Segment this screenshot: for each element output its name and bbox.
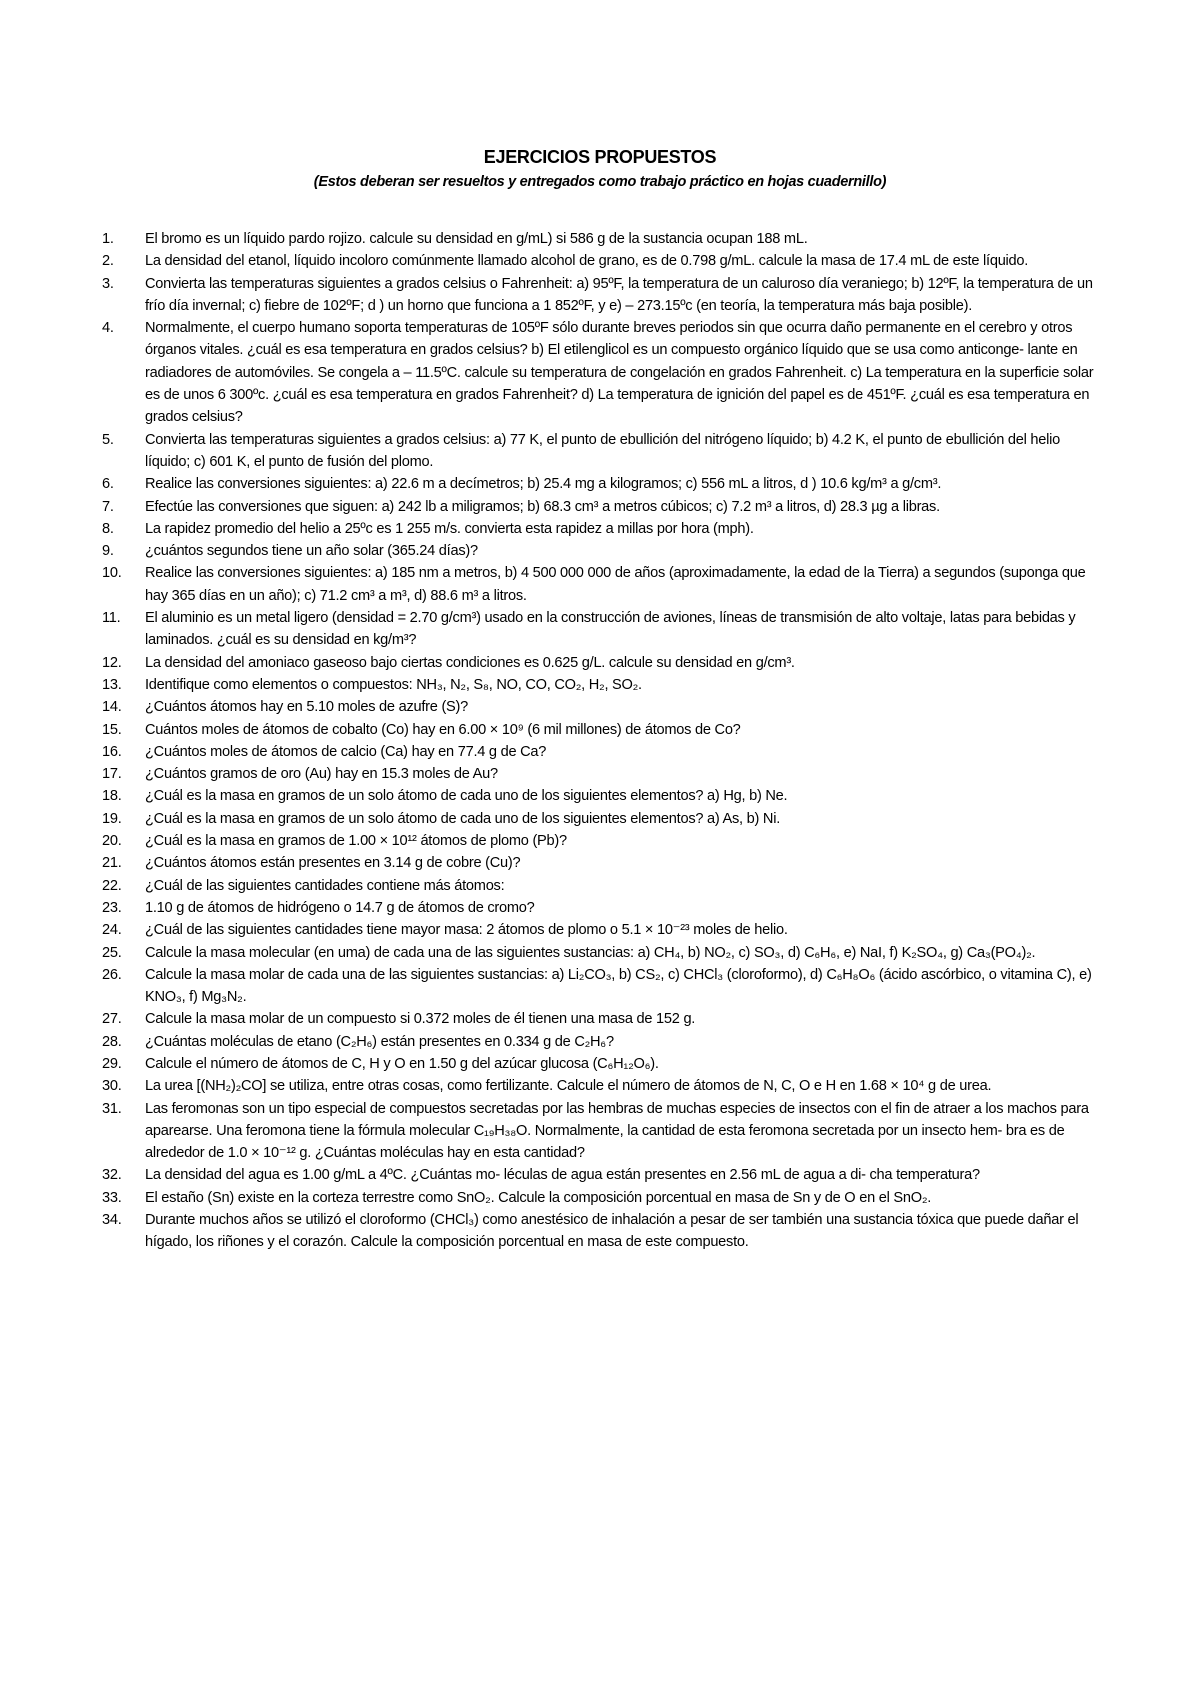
exercise-item [0,852,1200,874]
exercise-item [0,273,1200,318]
exercise-text: El bromo es un líquido pardo rojizo. calcule su densidad en g/mL) si 586 g de la sustancia ocupan 188 mL. [145,231,808,247]
exercise-item [0,964,1200,1009]
exercise-number: 20. [102,833,122,850]
exercise-text: La urea [(NH₂)₂CO] se utiliza, entre otras cosas, como fertilizante. Calcule el número de átomos de N, C, O e H en 1.68 × 10⁴ g de urea. [145,1078,992,1095]
exercise-item [0,674,1200,696]
exercise-number: 28. [102,1033,122,1050]
exercise-text: ¿Cuántos moles de átomos de calcio (Ca) hay en 77.4 g de Ca? [145,743,547,760]
exercise-number: 8. [102,520,114,537]
exercise-item [0,1031,1200,1053]
exercise-text: La rapidez promedio del helio a 25ºc es 1 255 m/s. convierta esta rapidez a millas por hora (mph). [145,520,754,537]
exercise-number: 16. [102,743,122,760]
exercise-text: ¿Cuántos átomos están presentes en 3.14 g de cobre (Cu)? [145,855,521,872]
exercise-text: El aluminio es un metal ligero (densidad = 2.70 g/cm³) usado en la construcción de aviones, líneas de transmisión de alto voltaje, latas para bebidas y laminados. ¿cuál es su densidad en kg/m³? [145,610,1076,649]
exercise-item [0,1053,1200,1075]
exercise-number: 18. [102,788,122,805]
exercise-item [0,719,1200,741]
exercise-text: La densidad del amoniaco gaseoso bajo ciertas condiciones es 0.625 g/L. calcule su densidad en g/cm³. [145,654,795,671]
document-subtitle: (Estos deberan ser resueltos y entregados como trabajo práctico en hojas cuadernillo) [313,174,887,190]
exercise-text: Calcule el número de átomos de C, H y O en 1.50 g del azúcar glucosa (C₆H₁₂O₆). [145,1055,659,1072]
exercise-text: La densidad del etanol, líquido incoloro comúnmente llamado alcohol de grano, es de 0.798 g/mL. calcule la masa de 17.4 mL de este líquido. [145,253,1029,270]
exercise-item [0,1209,1200,1254]
exercise-number: 14. [102,699,122,716]
exercise-item [0,785,1200,807]
exercise-number: 19. [102,810,122,827]
exercise-item [0,250,1200,272]
exercise-item [0,875,1200,897]
exercise-item [0,897,1200,919]
exercise-number: 22. [102,877,122,894]
exercise-text: Convierta las temperaturas siguientes a grados celsius o Fahrenheit: a) 95ºF, la temperatura de un caluroso día veraniego; b) 12ºF, la temperatura de un frío día invernal; c) fiebre de 102ºF; d ) un horno que funciona a 1 852ºF, y e) – 273.15ºc (en teoría, la temperatura más baja posible). [145,275,1093,314]
exercise-number: 32. [102,1167,122,1184]
exercise-number: 21. [102,855,122,872]
exercise-number: 23. [102,899,122,916]
exercise-number: 17. [102,766,122,783]
exercise-number: 15. [102,721,122,738]
exercise-text: ¿Cuál de las siguientes cantidades tiene mayor masa: 2 átomos de plomo o 5.1 × 10⁻²³ moles de helio. [145,922,788,939]
exercise-item [0,830,1200,852]
exercise-text: Convierta las temperaturas siguientes a grados celsius: a) 77 K, el punto de ebullición del nitrógeno líquido; b) 4.2 K, el punto de ebullición del helio líquido; c) 601 K, el punto de fusión del plomo. [145,431,1060,470]
exercise-item [0,540,1200,562]
exercise-number: 30. [102,1078,122,1095]
exercise-number: 34. [102,1212,122,1229]
exercise-item [0,763,1200,785]
exercise-text: Durante muchos años se utilizó el cloroformo (CHCl₃) como anestésico de inhalación a pesar de ser también una sustancia tóxica que puede dañar el hígado, los riñones y el corazón. Calcule la composición porcentual en masa de este compuesto. [145,1212,1079,1251]
exercise-text: ¿cuántos segundos tiene un año solar (365.24 días)? [145,543,478,560]
exercise-number: 6. [102,476,114,493]
exercise-item [0,1098,1200,1165]
exercise-number: 4. [102,320,114,337]
exercise-text: Realice las conversiones siguientes: a) 185 nm a metros, b) 4 500 000 000 de años (aproximadamente, la edad de la Tierra) a segundos (suponga que hay 365 días en un año); c) 71.2 cm³ a m³, d) 88.6 m³ a litros. [145,565,1086,604]
exercise-number: 25. [102,944,122,961]
exercise-number: 3. [102,275,114,292]
exercise-text: Normalmente, el cuerpo humano soporta temperaturas de 105ºF sólo durante breves periodos sin que ocurra daño permanente en el cerebro y otros órganos vitales. ¿cuál es esa temperatura en grados celsius? b) El etilenglicol es un compuesto orgánico líquido que se usa como anticonge- lante en radiadores de automóviles. Se congela a – 11.5ºC. calcule su temperatura de congelación en grados Fahrenheit. c) La temperatura en la superficie solar es de unos 6 300ºc. ¿cuál es esa temperatura en grados Fahrenheit? d) La temperatura de ignición del papel es de 451ºF. ¿cuál es esa temperatura en grados celsius? [145,320,1094,426]
exercise-number: 9. [102,543,114,560]
exercise-number: 27. [102,1011,122,1028]
exercise-item [0,429,1200,474]
exercise-item [0,1187,1200,1209]
exercise-text: ¿Cuántos gramos de oro (Au) hay en 15.3 moles de Au? [145,766,498,783]
exercise-number: 10. [102,565,122,582]
exercise-text: ¿Cuál es la masa en gramos de 1.00 × 10¹² átomos de plomo (Pb)? [145,833,567,850]
exercise-item [0,317,1200,428]
exercise-text: ¿Cuál es la masa en gramos de un solo átomo de cada uno de los siguientes elementos? a) As, b) Ni. [145,810,781,827]
exercise-number: 29. [102,1055,122,1072]
exercise-text: Calcule la masa molar de cada una de las siguientes sustancias: a) Li₂CO₃, b) CS₂, c) CHCl₃ (cloroformo), d) C₆H₈O₆ (ácido ascórbico, o vitamina C), e) KNO₃, f) Mg₃N₂. [145,966,1092,1006]
exercise-number: 13. [102,676,122,693]
exercise-text: Identifique como elementos o compuestos: NH₃, N₂, S₈, NO, CO, CO₂, H₂, SO₂. [145,676,642,693]
exercise-text: ¿Cuántos átomos hay en 5.10 moles de azufre (S)? [145,699,469,716]
exercise-number: 31. [102,1100,122,1117]
exercise-number: 1. [102,231,114,247]
document-title: EJERCICIOS PROPUESTOS [483,147,717,167]
exercise-number: 12. [102,654,122,671]
exercise-number: 24. [102,922,122,939]
exercise-text: Las feromonas son un tipo especial de compuestos secretadas por las hembras de muchas especies de insectos con el fin de atraer a los machos para aparearse. Una feromona tiene la fórmula molecular C₁₉H₃₈O. Normalmente, la cantidad de esta feromona secretada por un insecto hem- bra es de alrededor de 1.0 × 10⁻¹² g. ¿Cuántas moléculas hay en esta cantidad? [145,1100,1089,1162]
exercise-item [0,1008,1200,1030]
exercise-number: 7. [102,498,114,515]
exercise-text: Realice las conversiones siguientes: a) 22.6 m a decímetros; b) 25.4 mg a kilogramos; c) 556 mL a litros, d ) 10.6 kg/m³ a g/cm³. [145,476,942,493]
exercise-number: 11. [102,610,121,627]
exercise-item [0,1164,1200,1186]
exercise-text: Calcule la masa molar de un compuesto si 0.372 moles de él tienen una masa de 152 g. [145,1011,696,1028]
exercise-item [0,518,1200,540]
exercise-text: ¿Cuál es la masa en gramos de un solo átomo de cada uno de los siguientes elementos? a) Hg, b) Ne. [145,788,788,805]
exercise-text: Cuántos moles de átomos de cobalto (Co) hay en 6.00 × 10⁹ (6 mil millones) de átomos de Co? [145,721,741,738]
exercise-item [0,652,1200,674]
exercise-item [0,808,1200,830]
exercise-item [0,607,1200,652]
exercise-item [0,562,1200,607]
exercise-number: 2. [102,253,114,270]
exercise-item [0,228,1200,250]
exercise-text: Calcule la masa molecular (en uma) de cada una de las siguientes sustancias: a) CH₄, b) NO₂, c) SO₃, d) C₆H₆, e) NaI, f) K₂SO₄, g) Ca₃(PO₄)₂. [145,944,1036,961]
exercise-text: El estaño (Sn) existe en la corteza terrestre como SnO₂. Calcule la composición porcentual en masa de Sn y de O en el SnO₂. [145,1189,932,1206]
exercise-item [0,919,1200,941]
exercise-text: ¿Cuántas moléculas de etano (C₂H₆) están presentes en 0.334 g de C₂H₆? [145,1033,614,1050]
exercise-text: Efectúe las conversiones que siguen: a) 242 lb a miligramos; b) 68.3 cm³ a metros cúbicos; c) 7.2 m³ a litros, d) 28.3 µg a libras. [145,498,940,515]
exercise-number: 5. [102,431,114,448]
exercise-item [0,473,1200,495]
exercise-number: 33. [102,1189,122,1206]
exercise-text: La densidad del agua es 1.00 g/mL a 4ºC. ¿Cuántas mo- léculas de agua están presentes en 2.56 mL de agua a di- cha temperatura? [145,1167,980,1184]
exercise-list [0,228,1200,1254]
exercise-item [0,496,1200,518]
exercise-item [0,1075,1200,1097]
exercise-number: 26. [102,966,122,983]
exercise-text: 1.10 g de átomos de hidrógeno o 14.7 g de átomos de cromo? [145,899,535,916]
exercise-item [0,942,1200,964]
exercise-item [0,741,1200,763]
exercise-item [0,696,1200,718]
exercise-text: ¿Cuál de las siguientes cantidades contiene más átomos: [145,877,505,894]
